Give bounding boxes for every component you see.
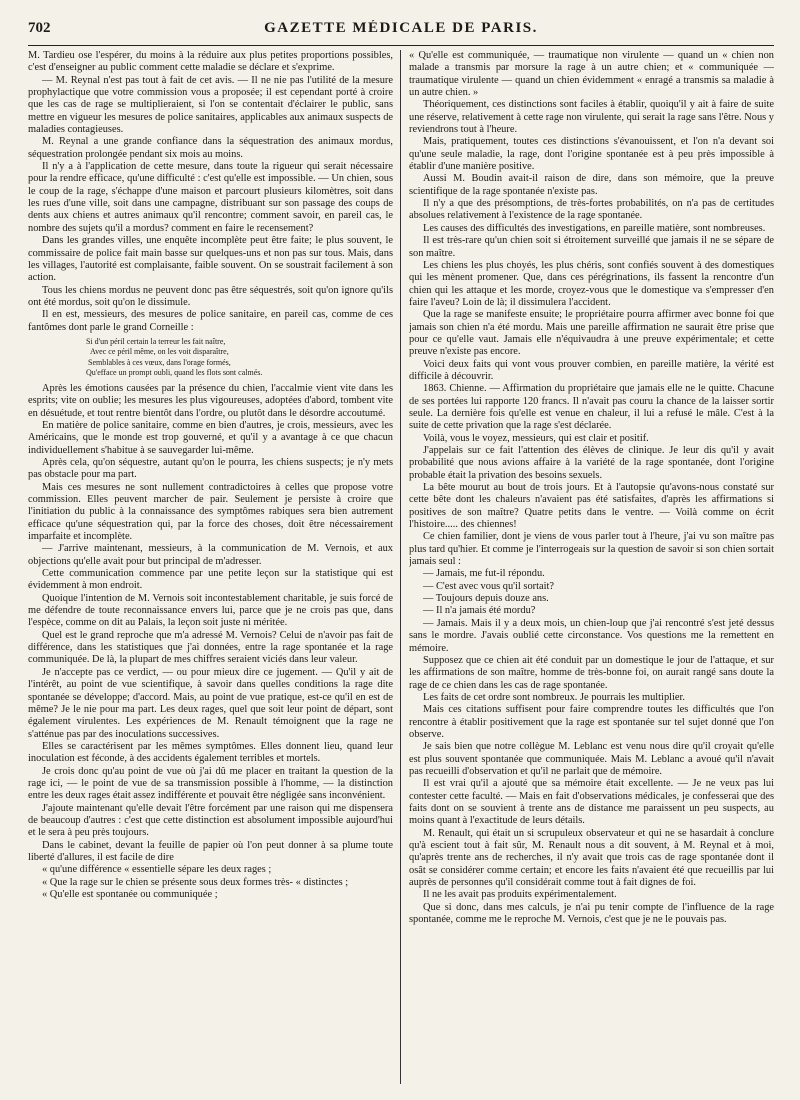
paragraph: Quoique l'intention de M. Vernois soit incontestablement charitable, je suis forcé de me défendre de toute reconnaissance envers lui, parce que je ne crois pas que, dans l'espèce, comme on dit au Palais, la leçon soit juste ni méritée. xyxy=(28,592,393,629)
paragraph: Il n'y a que des présomptions, de très-fortes probabilités, on n'a pas de certitudes absolues relativement à l'existence de la rage spontanée. xyxy=(409,198,774,222)
paragraph: Mais, pratiquement, toutes ces distinctions s'évanouissent, et l'on n'a devant soi qu'une seule maladie, la rage, dont l'origine spontanée est à peu près impossible à établir d'une manière positive. xyxy=(409,136,774,173)
paragraph: Elles se caractérisent par les mêmes symptômes. Elles donnent lieu, quand leur inoculation est féconde, à des accidents également terribles et mortels. xyxy=(28,740,393,765)
article-columns xyxy=(28,50,774,1084)
paragraph: — M. Reynal n'est pas tout à fait de cet avis. — Il ne nie pas l'utilité de la mesure prophylactique que votre commission vous a proposée; il est cependant porté à croire que les cas de rage se multiplieraient, si l'on se contentait d'éclairer le public, sans mettre en vigueur les mesures de police sanitaires, applicables aux animaux suspects de maladies contagieuses. xyxy=(28,74,393,136)
paragraph: — J'arrive maintenant, messieurs, à la communication de M. Vernois, et aux objections qu'elle avait pour but principal de m'adresser. xyxy=(28,543,393,567)
verse-line: Avec ce péril même, on les voit disparaître, xyxy=(90,347,229,357)
paragraph: M. Renault, qui était un si scrupuleux observateur et qui ne se hasardait à conclure qu'à escient tout à fait sûr, M. Renault nous a dit souvent, à M. Reynal et à moi, qu'après trente ans de recherches, il n'y avait que trois cas de rage spontanée dont il osât se considérer comme certain; et encore les faits n'avaient été que recueillis par lui auprès de personnes qu'il considérait comme tout à fait dignes de foi. xyxy=(409,827,774,889)
paragraph: Dans les grandes villes, une enquête incomplète peut être faite; le plus souvent, le commissaire de police fait main basse sur quelques-uns et non pas sur tous. Mais, dans les villages, l'autorité est complaisante, faible souvent. On se soustrait facilement à son action. xyxy=(28,235,393,284)
paragraph: — Toujours depuis douze ans. xyxy=(423,593,549,605)
paragraph: Voici deux faits qui vont vous prouver combien, en pareille matière, la vérité est difficile à découvrir. xyxy=(409,358,774,382)
paragraph: J'ajoute maintenant qu'elle devait l'être forcément par une raison qui me dispensera de beaucoup d'autres : c'est que cette distinction est absolument impossible aujourd'hui et le sera à peu près toujours. xyxy=(28,802,393,839)
verse-line: Si d'un péril certain la terreur les fait naître, xyxy=(86,336,226,346)
paragraph: Que la rage se manifeste ensuite; le propriétaire pourra affirmer avec bonne foi que jamais son chien n'a été mordu. Mais une pareille affirmation ne saurait être prise que pour ce qu'elle vaut. Jamais elle n'équivaudra à une preuve expérimentale; et cette preuve n'existe pas encore. xyxy=(409,309,774,358)
paragraph: Il est vrai qu'il a ajouté que sa mémoire était excellente. — Je ne veux pas lui contester cette faculté. — Mais en fait d'observations médicales, je confesserai que des faits dont on se souvient à trente ans de distance me paraissent un peu suspects, au moins quant à l'exactitude de leurs détails. xyxy=(409,778,774,827)
paragraph: Théoriquement, ces distinctions sont faciles à établir, quoiqu'il y ait à faire de suite une réserve, relativement à cette rage non virulente, qui serait la rage sans l'être. Nous y reviendrons tout à l'heure. xyxy=(409,99,774,136)
paragraph: Quel est le grand reproche que m'a adressé M. Vernois? Celui de n'avoir pas fait de différence, dans les statistiques que j'ai données, entre la rage spontanée et la rage communiquée. De là, la plupart de mes chiffres seraient viciés dans leur valeur. xyxy=(28,629,393,666)
paragraph: Il est très-rare qu'un chien soit si étroitement surveillé que jamais il ne se sépare de son maître. xyxy=(409,235,774,259)
paragraph: Aussi M. Boudin avait-il raison de dire, dans son mémoire, que la preuve scientifique de la rage spontanée n'existe pas. xyxy=(409,173,774,197)
paragraph: Je n'accepte pas ce verdict, — ou pour mieux dire ce jugement. — Qu'il y ait de l'intérêt, au point de vue scientifique, à savoir dans quelles conditions la rage dite spontanée se développe; d'accord. Mais, au point de vue pratique, est-ce qu'il en est de même? Je le nie pour ma part. Les deux rages, quel que soit leur point de départ, sont également virulentes. Les expériences de M. Renault témoignent que la rage ne s'atténue pas par des inoculations successives. xyxy=(28,666,393,740)
paragraph: Dans le cabinet, devant la feuille de papier où l'on peut donner à sa plume toute liberté d'allures, il est facile de dire xyxy=(28,839,393,863)
journal-title: GAZETTE MÉDICALE DE PARIS. xyxy=(264,20,538,36)
paragraph: — Jamais. Mais il y a deux mois, un chien-loup que j'ai rencontré s'est jeté dessus sans le mordre. J'avais oublié cette circonstance. Vos questions me la remettent en mémoire. xyxy=(409,617,774,654)
paragraph: Ce chien familier, dont je viens de vous parler tout à l'heure, j'ai vu son maître pas plus tard qu'hier. Et comme je l'interrogeais sur la question de savoir si son chien sortait jamais seul : xyxy=(409,531,774,568)
paragraph: — Il n'a jamais été mordu? xyxy=(423,605,536,617)
newspaper-page xyxy=(28,20,774,1086)
paragraph: Les chiens les plus choyés, les plus chéris, sont confiés souvent à des domestiques qui les mènent promener. Que, dans ces pérégrinations, ils fassent la rencontre d'un chien qui les attaque et les morde, croyez-vous que le domestique va s'empresser d'en faire l'aveu? Loin de là; il dissimulera l'accident. xyxy=(409,259,774,308)
paragraph: J'appelais sur ce fait l'attention des élèves de clinique. Je leur dis qu'il y avait probabilité que nous avions affaire à la variété de la rage spontanée, dont l'origine probable était la privation des besoins sexuels. xyxy=(409,445,774,481)
paragraph: — Jamais, me fut-il répondu. xyxy=(423,568,545,580)
paragraph: Tous les chiens mordus ne peuvent donc pas être séquestrés, soit qu'on ignore qu'ils ont été mordus, soit qu'on le dissimule. xyxy=(28,284,393,308)
paragraph: Je sais bien que notre collègue M. Leblanc est venu nous dire qu'il croyait qu'elle est plus souvent spontanée que communiquée. Mais M. Leblanc a avoué qu'il n'avait pas recueilli d'observation et qu'il ne parlait que de mémoire. xyxy=(409,741,774,777)
left-column xyxy=(28,50,393,1084)
quoted-line: « qu'une différence « essentielle sépare les deux rages ; xyxy=(42,864,272,876)
paragraph: Après les émotions causées par la présence du chien, l'accalmie vient vite dans les esprits; vite on oublie; les mesures les plus vigoureuses, adoptées d'abord, tombent vite en désuétude, et tout rentre bientôt dans l'ordre, ou plutôt dans le désordre accoutumé. xyxy=(28,382,393,419)
paragraph: Mais ces citations suffisent pour faire comprendre toutes les difficultés que l'on rencontre à établir positivement que la rage est spontanée sur tel sujet donné que l'on observe. xyxy=(409,704,774,740)
paragraph: Mais ces mesures ne sont nullement contradictoires à celles que propose votre commission. Elles peuvent marcher de pair. Seulement je persiste à croire que l'initiation du public à la connaissance des symptômes rabiques sera bien autrement efficace qu'une séquestration qui, par la force des choses, doit être nécessairement imparfaite et incomplète. xyxy=(28,481,393,543)
paragraph: « Qu'elle est communiquée, — traumatique non virulente — quand un « chien non malade a transmis par morsure la rage à un autre chien; et « communiquée — traumatique virulente — quand un chien évidemment « enragé a transmis sa maladie à un autre chien. » xyxy=(409,50,774,99)
paragraph: Je crois donc qu'au point de vue où j'ai dû me placer en traitant la question de la rage ici, — le point de vue de sa transmission possible à l'homme, — la distinction entre les deux rages était assez indifférente et pouvait être négligée sans inconvénient. xyxy=(28,765,393,802)
paragraph: Supposez que ce chien ait été conduit par un domestique le jour de l'attaque, et sur les affirmations de son maître, homme de très-bonne foi, on aurait rangé sans doute la rage de ce chien dans les cas de rage spontanée. xyxy=(409,654,774,691)
paragraph: Après cela, qu'on séquestre, autant qu'on le pourra, les chiens suspects; je n'y mets pas obstacle pour ma part. xyxy=(28,456,393,481)
paragraph: Que si donc, dans mes calculs, je n'ai pu tenir compte de l'influence de la rage spontanée, comme me le reproche M. Vernois, c'est que je ne le pouvais pas. xyxy=(409,901,774,926)
paragraph: Il ne les avait pas produits expérimentalement. xyxy=(423,889,617,901)
paragraph: Il en est, messieurs, des mesures de police sanitaire, en pareil cas, comme de ces fantômes dont parle le grand Corneille : xyxy=(28,309,393,333)
verse-line: Qu'efface un prompt oubli, quand les flots sont calmés. xyxy=(86,368,263,378)
paragraph: La bête mourut au bout de trois jours. Et à l'autopsie qu'avons-nous constaté sur cette bête dont les chaleurs n'avaient pas été satisfaites, d'après les affirmations si positives de son maître? Quatre petits dans le ventre. — Voilà comme on écrit l'histoire..... des chiennes! xyxy=(409,482,774,531)
right-column xyxy=(409,50,774,1084)
paragraph: Il n'y a à l'application de cette mesure, dans toute la rigueur qui serait nécessaire pour la rendre efficace, qu'une difficulté : c'est qu'elle est impossible. — Un chien, sous le coup de la rage, s'échappe d'une maison et parcourt plusieurs kilomètres, soit dans les rues d'une ville, soit dans une campagne, distribuant sur son passage des coups de dents aux chiens et autres animaux qu'il rencontre; comment savoir, en pareil cas, le nombre des sujets qu'il a mordus? comment en faire le recensement? xyxy=(28,161,393,234)
quoted-line: « Que la rage sur le chien se présente sous deux formes très- « distinctes ; xyxy=(42,876,349,888)
verse-line: Semblables à ces vœux, dans l'orage formés, xyxy=(88,357,231,367)
paragraph: En matière de police sanitaire, comme en bien d'autres, je crois, messieurs, avec les Américains, que le monde est trop gouverné, et qu'il y a avantage à ce que chacun individuellement s'habitue à se sauvegarder lui-même. xyxy=(28,419,393,456)
paragraph: — C'est avec vous qu'il sortait? xyxy=(423,580,555,592)
page-header xyxy=(28,20,774,46)
paragraph: 1863. Chienne. — Affirmation du propriétaire que jamais elle ne le quitte. Chacune de ses portées lui rapporte 120 francs. Il n'avait pas couru la chance de la laisser sortir seule. La dernière fois qu'elle est venue en chaleur, il lui a refusé le mâle. C'est à la suite de cette privation que la rage s'est déclarée. xyxy=(409,383,774,432)
quoted-line: « Qu'elle est spontanée ou communiquée ; xyxy=(42,889,218,900)
paragraph: Cette communication commence par une petite leçon sur la statistique qui est évidemment à mon endroit. xyxy=(28,568,393,592)
paragraph: Les faits de cet ordre sont nombreux. Je pourrais les multiplier. xyxy=(423,691,686,703)
verse-quotation xyxy=(86,337,393,379)
column-divider xyxy=(400,50,401,1084)
paragraph: M. Tardieu ose l'espérer, du moins à la réduire aux plus petites proportions possibles, c'est d'enseigner au public comment cette maladie se déclare et s'exprime. xyxy=(28,50,393,74)
paragraph: M. Reynal a une grande confiance dans la séquestration des animaux mordus, séquestration prolongée pendant six mois au moins. xyxy=(28,136,393,160)
paragraph: Les causes des difficultés des investigations, en pareille matière, sont nombreuses. xyxy=(423,222,766,234)
paragraph: Voilà, vous le voyez, messieurs, qui est clair et positif. xyxy=(423,432,649,444)
page-number: 702 xyxy=(28,20,51,36)
